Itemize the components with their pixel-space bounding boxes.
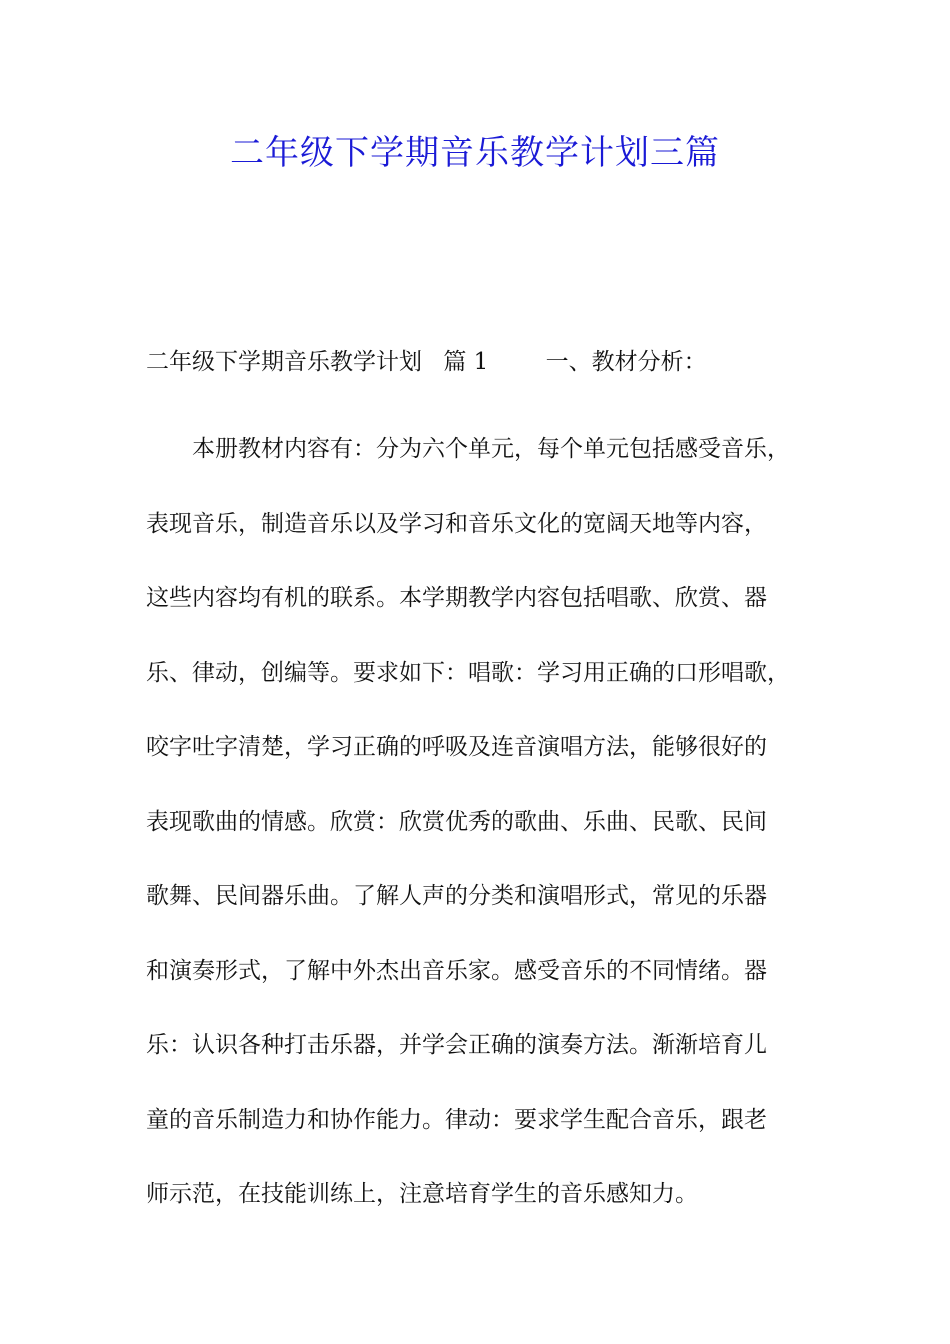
- body-line: 表现音乐，制造音乐以及学习和音乐文化的宽阔天地等内容，: [146, 510, 767, 537]
- section-heading: [146, 342, 846, 382]
- section-label: 一、教材分析：: [545, 349, 707, 375]
- body-line: 本册教材内容有：分为六个单元，每个单元包括感受音乐，: [192, 436, 790, 462]
- body-line: 乐：认识各种打击乐器，并学会正确的演奏方法。渐渐培育儿: [146, 1032, 767, 1058]
- document-title: 二年级下学期音乐教学计划三篇: [230, 133, 720, 173]
- body-line: 歌舞、民间器乐曲。了解人声的分类和演唱形式，常见的乐器: [146, 883, 767, 909]
- plan-name: 二年级下学期音乐教学计划: [146, 349, 422, 375]
- body-line: 这些内容均有机的联系。本学期教学内容包括唱歌、欣赏、器: [146, 585, 767, 611]
- body-line: 和演奏形式，了解中外杰出音乐家。感受音乐的不同情绪。器: [146, 957, 767, 984]
- chapter-label: 篇 1: [443, 349, 489, 375]
- body-line: 师示范，在技能训练上，注意培育学生的音乐感知力。: [146, 1181, 698, 1207]
- body-line: 童的音乐制造力和协作能力。律动：要求学生配合音乐，跟老: [146, 1106, 767, 1133]
- body-line: 乐、律动，创编等。要求如下：唱歌：学习用正确的口形唱歌，: [146, 659, 790, 686]
- body-line: 表现歌曲的情感。欣赏：欣赏优秀的歌曲、乐曲、民歌、民间: [146, 808, 767, 835]
- body-paragraph: [146, 412, 826, 1232]
- body-line: 咬字吐字清楚，学习正确的呼吸及连音演唱方法，能够很好的: [146, 734, 767, 760]
